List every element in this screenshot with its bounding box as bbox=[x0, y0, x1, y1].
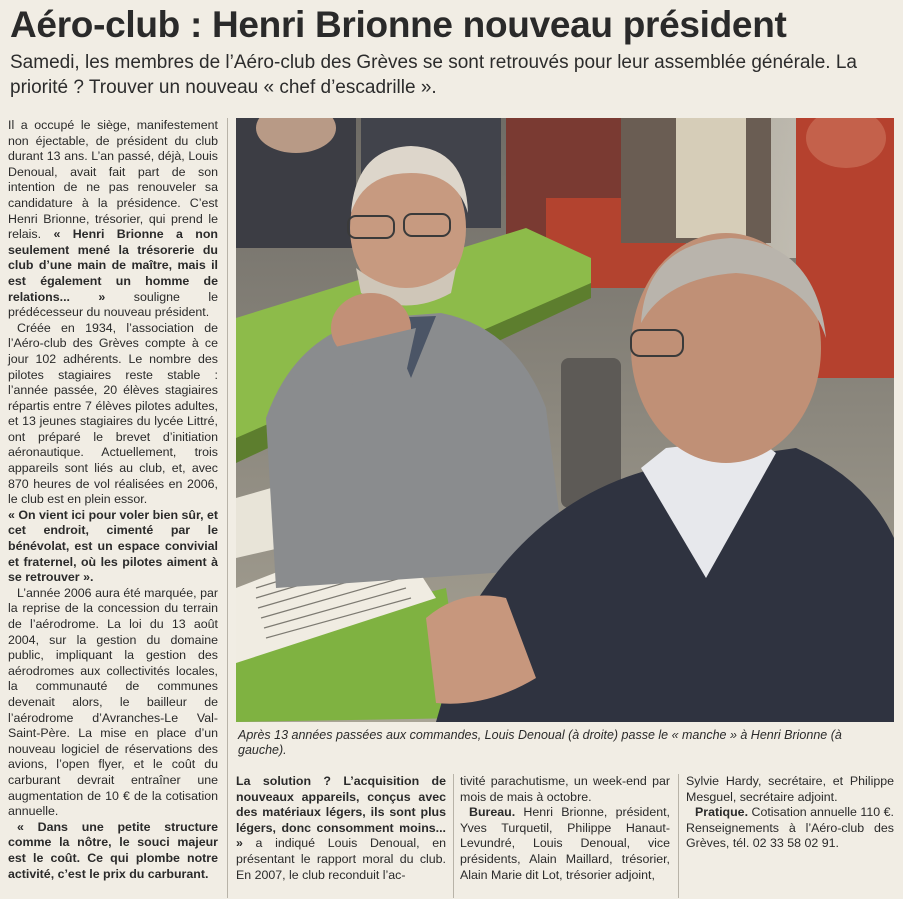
paragraph-2006: L’année 2006 aura été marquée, par la reprise de la concession du terrain de l’aérodrome. La loi du 13 août 2004, sur la gestion du domaine public, impliquant la gestion des aérodromes aux collectivités locales, la communauté de communes devenait alors, le bailleur de l’aérodrome d’Avranches-Le Val-Saint-Père. La mise en place d’un nouveau logiciel de réservations des avions, l’open flyer, et le coût du carburant devrait entraîner une augmentation de 10 € de la cotisation annuelle. bbox=[8, 585, 218, 819]
article-photo bbox=[236, 118, 894, 722]
paragraph-history: Créée en 1934, l’association de l’Aéro-club des Grèves compte à ce jour 102 adhérents. Le nombre des pilotes stagiaires reste stable : l’année passée, 20 élèves stagiaires répartis entre 7 élèves pilotes adultes, et 13 jeunes stagiaires du lycée Littré, ont préparé le brevet d’initiation aéronautique. Actuellement, trois appareils sont liés au club, et, avec 870 heures de vol réalisées en 2006, le club est en plein essor. bbox=[8, 320, 218, 507]
paragraph: Sylvie Hardy, secrétaire, et Philippe Mesguel, secrétaire adjoint. bbox=[686, 774, 894, 804]
paragraph: tivité parachutisme, un week-end par mois de mais à octobre. bbox=[460, 774, 670, 804]
quote-text: La solution ? L’acquisition de nouveaux appareils, conçus avec des matériaux légers, ils sont plus légers, donc consomment moins... » bbox=[236, 774, 446, 851]
paragraph-pratique bbox=[686, 805, 894, 852]
article-column-left bbox=[8, 118, 218, 882]
text: Cotisation annuelle 110 €. Renseignements à l’Aéro-club des Grèves, tél. 02 33 58 02 91. bbox=[686, 805, 894, 851]
article-column-bottom-3 bbox=[686, 774, 894, 852]
column-divider bbox=[453, 774, 454, 898]
text: Henri Brionne, président, Yves Turquetil, Philippe Hanaut-Levundré, Louis Denoual, vice présidents, Alain Maillard, trésorier, Alain Marie dit Lot, trésorier adjoint, bbox=[460, 805, 670, 882]
photo-caption: Après 13 années passées aux commandes, Louis Denoual (à droite) passe le « manche » à Henri Brionne (à gauche). bbox=[238, 728, 842, 757]
column-divider bbox=[227, 118, 228, 898]
article-column-bottom-2 bbox=[460, 774, 670, 883]
quote-text: « Dans une petite structure comme la nôtre, le souci majeur est le coût. Ce qui plombe notre activité, c’est le prix du carburant. bbox=[8, 819, 218, 881]
headline: Aéro-club : Henri Brionne nouveau président bbox=[10, 4, 787, 45]
text: Il a occupé le siège, manifestement non éjectable, de président du club durant 13 ans. L’an passé, déjà, Louis Denoual, avait fait part de son intention de ne pas renouveler sa candidature à la présidence. C’est Henri Brionne, trésorier, qui prend le relais. bbox=[8, 118, 218, 242]
section-label: Pratique. bbox=[695, 805, 749, 820]
pull-quote bbox=[8, 508, 218, 586]
pull-quote bbox=[8, 820, 218, 882]
section-label: Bureau. bbox=[469, 805, 516, 820]
paragraph-intro bbox=[8, 118, 218, 321]
pull-quote: « Henri Brionne a non seulement mené la trésorerie du club d’une main de maître, mais il est également un homme de relations... » bbox=[8, 227, 218, 304]
paragraph bbox=[236, 774, 446, 883]
quote-text: « On vient ici pour voler bien sûr, et cet endroit, cimenté par le bénévolat, est un espace convivial et fraternel, où les pilotes aiment à se retrouver ». bbox=[8, 507, 219, 585]
article-column-bottom-1 bbox=[236, 774, 446, 883]
standfirst: Samedi, les membres de l’Aéro-club des Grèves se sont retrouvés pour leur assemblée générale. La priorité ? Trouver un nouveau « chef d’escadrille ». bbox=[10, 52, 857, 98]
column-divider bbox=[678, 774, 679, 898]
text: a indiqué Louis Denoual, en présentant le rapport moral du club. En 2007, le club reconduit l’ac- bbox=[236, 836, 446, 882]
text: souligne le prédécesseur du nouveau président. bbox=[8, 289, 218, 320]
photo-illustration bbox=[236, 118, 894, 722]
paragraph-bureau bbox=[460, 805, 670, 883]
